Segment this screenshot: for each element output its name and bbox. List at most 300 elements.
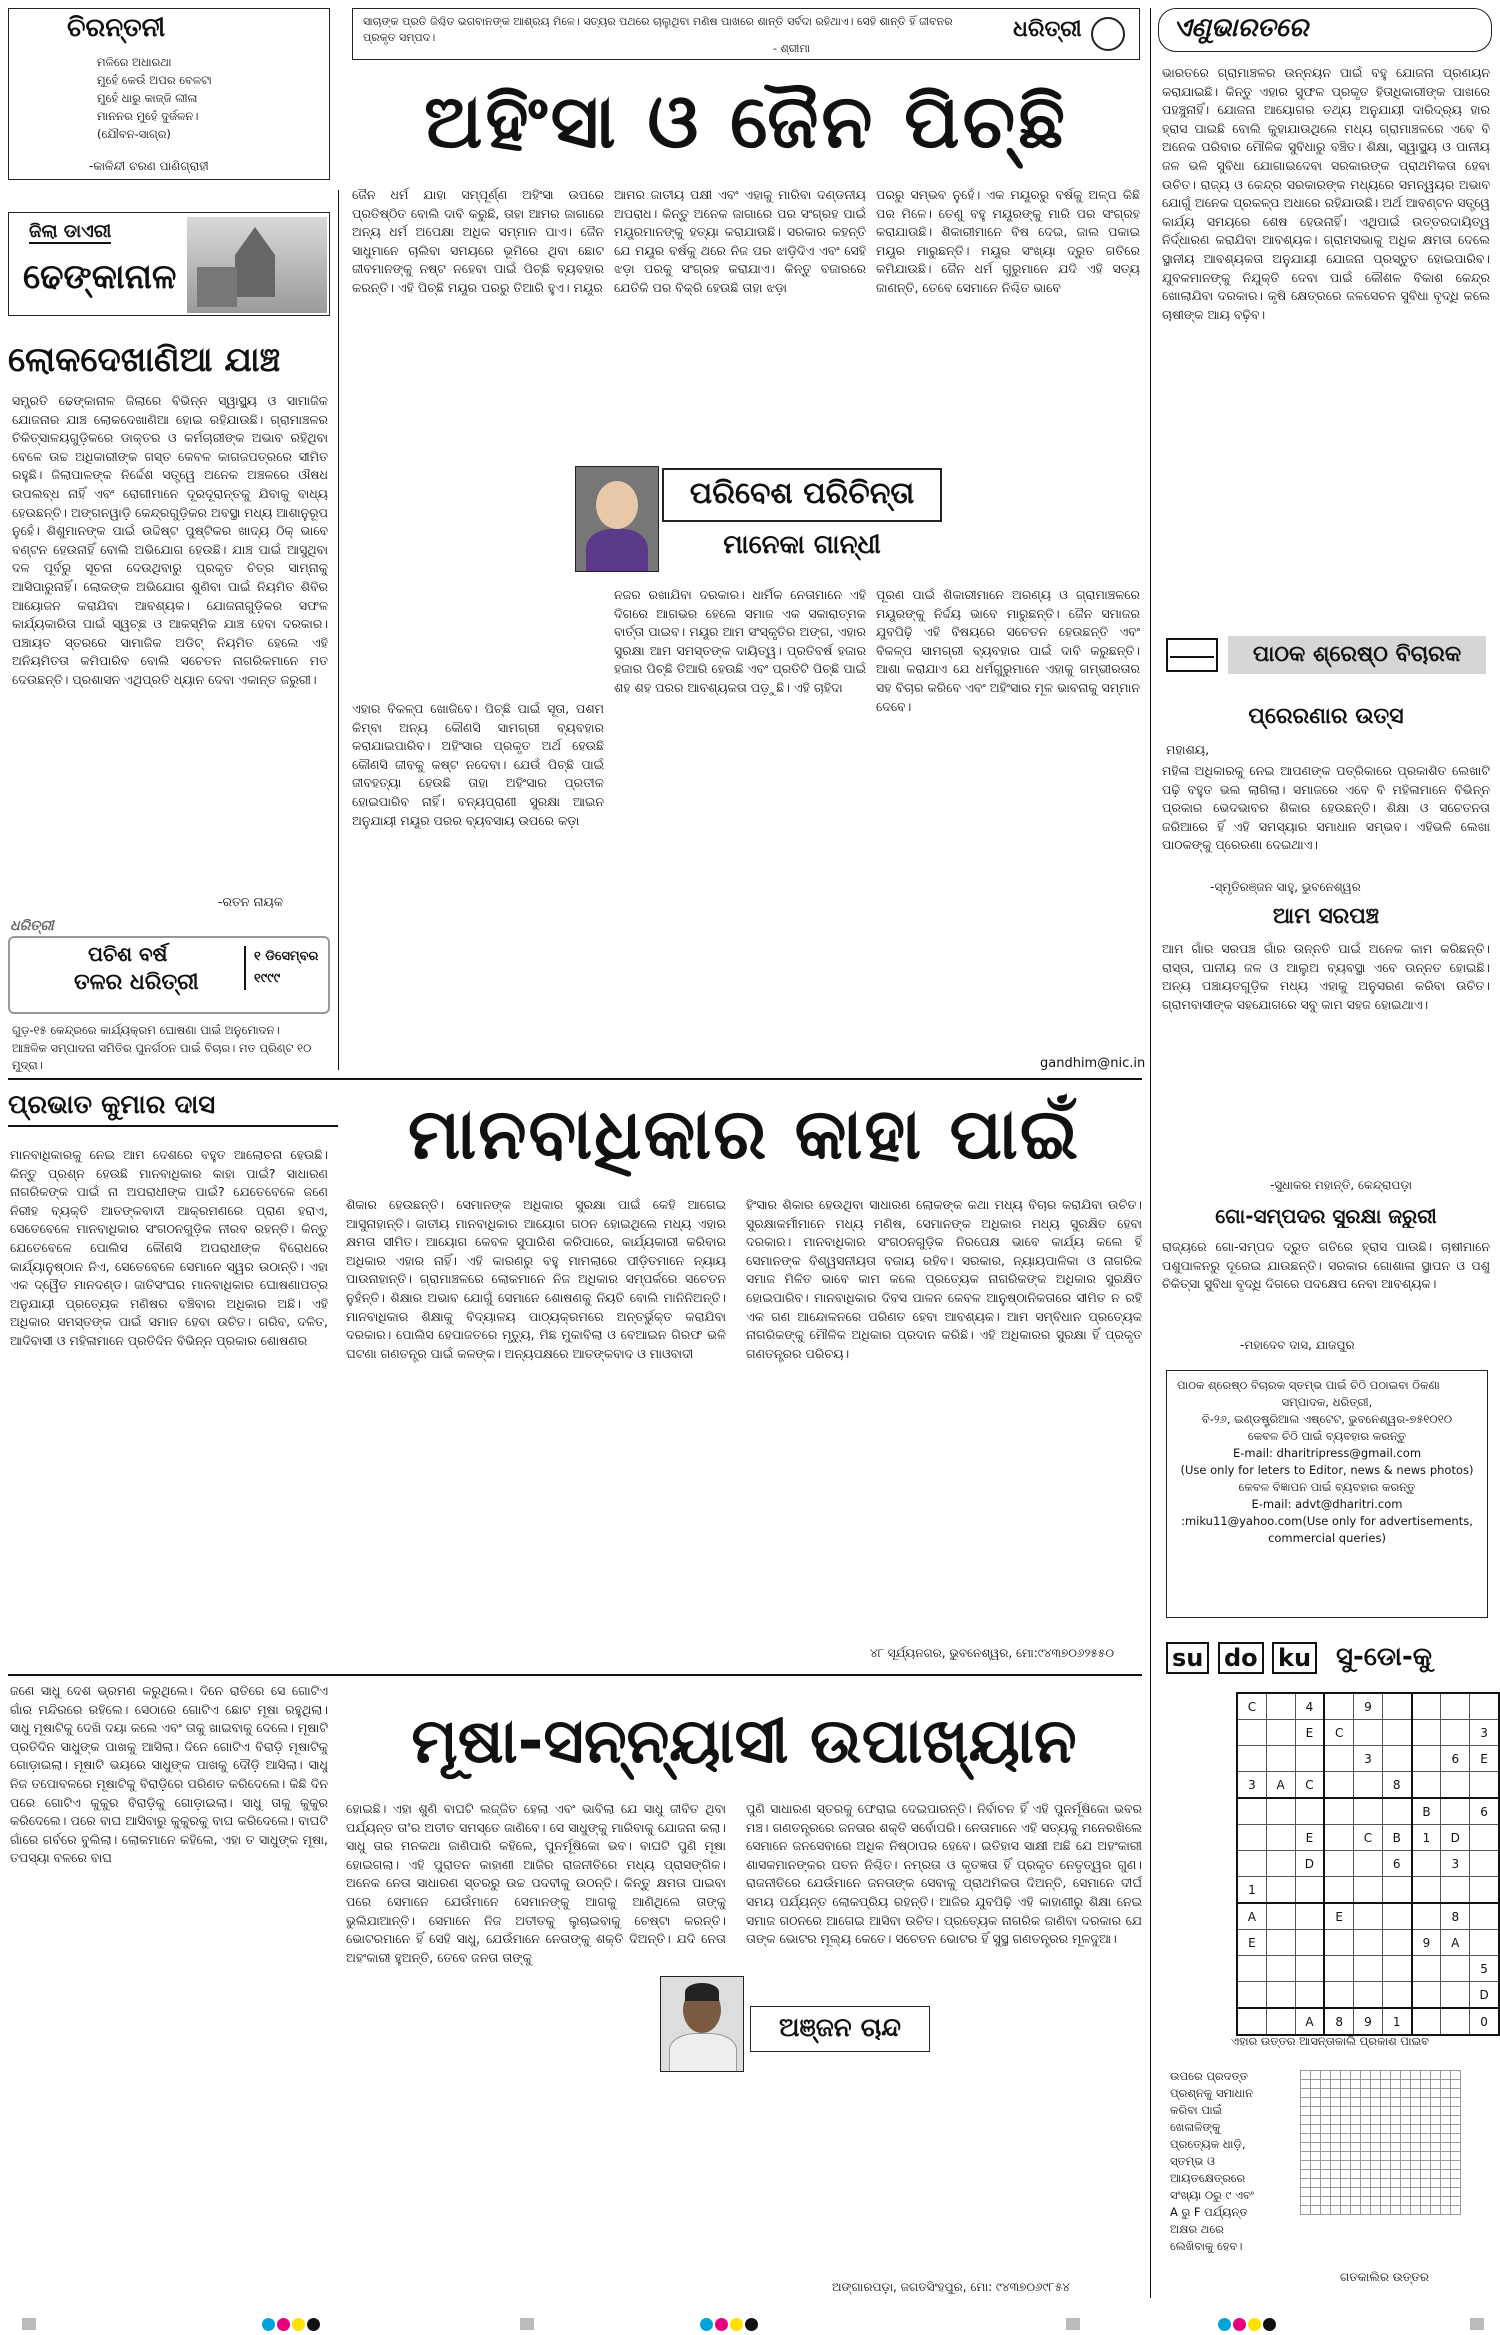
answer-cell <box>1451 2116 1461 2125</box>
sudoku-cell[interactable] <box>1266 1720 1295 1746</box>
sudoku-cell[interactable] <box>1412 1877 1441 1904</box>
sudoku-cell[interactable] <box>1382 1956 1411 1982</box>
sudoku-cell[interactable]: 8 <box>1382 1772 1411 1799</box>
answer-cell <box>1431 2170 1441 2179</box>
sudoku-cell[interactable] <box>1382 1930 1411 1956</box>
sudoku-cell[interactable]: B <box>1382 1825 1411 1851</box>
answer-cell <box>1401 2125 1411 2134</box>
sudoku-cell[interactable] <box>1441 1982 1470 2009</box>
sudoku-cell[interactable] <box>1295 1930 1324 1956</box>
sudoku-cell[interactable] <box>1266 2008 1295 2035</box>
answer-cell <box>1431 2152 1441 2161</box>
answer-cell <box>1321 2134 1331 2143</box>
editorial-body: ଭାରତରେ ଗ୍ରାମାଞ୍ଚଳର ଉନ୍ନୟନ ପାଇଁ ବହୁ ଯୋଜନା ପ୍ରଣୟନ କରାଯାଇଛି। କିନ୍ତୁ ଏହାର ସୁଫଳ ପ୍ରକୃତ ହିତାଧିକାରୀଙ୍କ ପାଖରେ ପହଞ୍ଚୁନାହିଁ। ଯୋଜନା ଆୟୋଗର ତଥ୍ୟ ଅନୁଯାୟୀ ଦାରିଦ୍ର୍ୟ ହାର ହ୍ରାସ ପାଇଛି ବୋଲି କୁହାଯାଉଥିଲେ ମଧ୍ୟ ଗ୍ରାମାଞ୍ଚଳରେ ଏବେ ବି ଅନେକ ପରିବାର ମୌଳିକ ସୁବିଧାରୁ ବଞ୍ଚିତ। ଶିକ୍ଷା, ସ୍ୱାସ୍ଥ୍ୟ ଓ ପାନୀୟ ଜଳ ଭଳି ସୁବିଧା ଯୋଗାଇଦେବା ସରକାରଙ୍କ ପ୍ରାଥମିକତା ହେବା ଉଚିତ। ରାଜ୍ୟ ଓ କେନ୍ଦ୍ର ସରକାରଙ୍କ ମଧ୍ୟରେ ସମନ୍ୱୟର ଅଭାବ ଯୋଗୁଁ ଅନେକ ପ୍ରକଳ୍ପ ଅଧାରେ ରହିଯାଉଛି। ଅର୍ଥ ଆବଣ୍ଟନ ସତ୍ତ୍ୱେ କାର୍ଯ୍ୟ ସମୟରେ ଶେଷ ହେଉନାହିଁ। ଏଥିପାଇଁ ଉତ୍ତରଦାୟିତ୍ୱ ନିର୍ଦ୍ଧାରଣ କରାଯିବା ଆବଶ୍ୟକ। ଗ୍ରାମସଭାକୁ ଅଧିକ କ୍ଷମତା ଦେଲେ ସ୍ଥାନୀୟ ଆବଶ୍ୟକତା ଅନୁଯାୟୀ ଯୋଜନା ପ୍ରସ୍ତୁତ ହୋଇପାରିବ। ଯୁବକମାନଙ୍କୁ ନିଯୁକ୍ତି ଦେବା ପାଇଁ କୌଶଳ ବିକାଶ କେନ୍ଦ୍ର ଖୋଲାଯିବା ଦରକାର। କୃଷି କ୍ଷେତ୍ରରେ ଜଳସେଚନ ସୁବିଧା ବୃଦ୍ଧି କଲେ ଚାଷୀଙ୍କ ଆୟ ବଢ଼ିବ। <box>1162 65 1490 322</box>
sudoku-cell[interactable] <box>1354 1798 1383 1825</box>
sudoku-cell[interactable] <box>1295 1798 1324 1825</box>
answer-cell <box>1331 2152 1341 2161</box>
sudoku-cell[interactable]: 9 <box>1354 1693 1383 1720</box>
answer-cell <box>1411 2071 1421 2080</box>
main-article-body-col2b: ନଜର ରଖାଯିବା ଦରକାର। ଧାର୍ମିକ ନେତାମାନେ ଏହି ଦିଗରେ ଆଗଭର ହେଲେ ସମାଜ ଏକ ସକାରାତ୍ମକ ବାର୍ତ୍ତା ପାଇବ। ମୟୂର ଆମ ସଂସ୍କୃତିର ଅଙ୍ଗ, ଏହାର ସୁରକ୍ଷା ଆମ ସମସ୍ତଙ୍କ ଦାୟିତ୍ୱ। ପ୍ରତିବର୍ଷ ହଜାର ହଜାର ପିଚ୍ଛି ତିଆରି ହେଉଛି ଏବଂ ପ୍ରତିଟି ପିଚ୍ଛି ପାଇଁ ଶହ ଶହ ପରର ଆବଶ୍ୟକତା ପଡ଼ୁଛି। ଏହି ଚାହିଦା <box>614 587 866 695</box>
columnist-photo <box>575 466 659 572</box>
reg-mark-3 <box>1066 2318 1080 2330</box>
sudoku-cell[interactable] <box>1324 1956 1353 1982</box>
mushaka-col1: ଜଣେ ସାଧୁ ଦେଶ ଭ୍ରମଣ କରୁଥିଲେ। ଦିନେ ରାତିରେ ସେ ଗୋଟିଏ ଗାଁର ମନ୍ଦିରରେ ରହିଲେ। ସେଠାରେ ଗୋଟିଏ ଛୋଟ ମୂଷା ରହୁଥିଲା। ସାଧୁ ମୂଷାଟିକୁ ଦେଖି ଦୟା କଲେ ଏବଂ ତାକୁ ଖାଇବାକୁ ଦେଲେ। ମୂଷାଟି ପ୍ରତିଦିନ ସାଧୁଙ୍କ ପାଖକୁ ଆସିଲା। ଦିନେ ଗୋଟିଏ ବିରାଡ଼ି ମୂଷାଟିକୁ ଗୋଡ଼ାଇଲା। ମୂଷାଟି ଭୟରେ ସାଧୁଙ୍କ ପାଖକୁ ଦୌଡ଼ି ଆସିଲା। ସାଧୁ ନିଜ ତପୋବଳରେ ମୂଷାଟିକୁ ବିରାଡ଼ିରେ ପରିଣତ କରିଦେଲେ। କିଛି ଦିନ ପରେ ଗୋଟିଏ କୁକୁର ବିରାଡ଼ିକୁ ଗୋଡ଼ାଇଲା। ସାଧୁ ତାକୁ କୁକୁର କରିଦେଲେ। ପରେ ବାଘ ଆସିବାରୁ କୁକୁରକୁ ବାଘ କରିଦେଲେ। ବାଘଟି ଗାଁରେ ଗର୍ବରେ ବୁଲିଲା। ଲୋକମାନେ କହିଲେ, ଏହା ତ ସାଧୁଙ୍କ ମୂଷା, ତପସ୍ୟା ବଳରେ ବାଘ <box>10 1683 328 1866</box>
answer-cell <box>1321 2107 1331 2116</box>
dharitri-25-title2: ତଳର ଧରିତ୍ରୀ <box>74 970 199 995</box>
answer-cell <box>1351 2116 1361 2125</box>
answer-cell <box>1351 2143 1361 2152</box>
answer-cell <box>1321 2143 1331 2152</box>
answer-cell <box>1451 2197 1461 2206</box>
sudoku-cell[interactable]: E <box>1470 1746 1499 1772</box>
sudoku-cell[interactable]: D <box>1295 1851 1324 1877</box>
sudoku-cell[interactable]: 4 <box>1295 1693 1324 1720</box>
answer-cell <box>1371 2125 1381 2134</box>
sudoku-cell[interactable] <box>1237 1982 1266 2009</box>
contact-email1[interactable]: E-mail: dharitripress@gmail.com <box>1232 1446 1422 1460</box>
answer-cell <box>1441 2098 1451 2107</box>
answer-cell <box>1391 2161 1401 2170</box>
sudoku-cell[interactable] <box>1237 1956 1266 1982</box>
answer-cell <box>1351 2152 1361 2161</box>
letter3-title: ଗୋ-ସମ୍ପଦର ସୁରକ୍ଷା ଜରୁରୀ <box>1215 1204 1437 1228</box>
answer-cell <box>1431 2161 1441 2170</box>
answer-cell <box>1311 2161 1321 2170</box>
answer-cell <box>1361 2197 1371 2206</box>
answer-cell <box>1371 2170 1381 2179</box>
sudoku-cell[interactable] <box>1354 1982 1383 2009</box>
sudoku-cell[interactable] <box>1470 1877 1499 1904</box>
answer-cell <box>1341 2089 1351 2098</box>
sudoku-cell[interactable] <box>1412 2008 1441 2035</box>
sudoku-cell[interactable]: 3 <box>1354 1746 1383 1772</box>
answer-cell <box>1361 2152 1371 2161</box>
answer-cell <box>1421 2143 1431 2152</box>
sudoku-cell[interactable] <box>1237 1720 1266 1746</box>
sudoku-cell[interactable]: A <box>1237 1903 1266 1930</box>
sudoku-cell[interactable] <box>1382 1746 1411 1772</box>
answer-cell <box>1451 2107 1461 2116</box>
sudoku-cell[interactable] <box>1324 1930 1353 1956</box>
sudoku-cell[interactable]: 1 <box>1412 1825 1441 1851</box>
sudoku-cell[interactable] <box>1324 1877 1353 1904</box>
sudoku-cell[interactable] <box>1412 1720 1441 1746</box>
vrule-right <box>1150 8 1151 2298</box>
answer-cell <box>1401 2170 1411 2179</box>
answer-cell <box>1401 2098 1411 2107</box>
answer-cell <box>1451 2134 1461 2143</box>
answer-cell <box>1431 2143 1441 2152</box>
sudoku-cell[interactable]: B <box>1412 1798 1441 1825</box>
answer-cell <box>1341 2143 1351 2152</box>
human-rights-author: ପ୍ରଭାତ କୁମାର ଦାସ <box>8 1090 338 1127</box>
jilla-diary-body: ସମ୍ପ୍ରତି ଢେଙ୍କାନାଳ ଜିଲାରେ ବିଭିନ୍ନ ସ୍ୱାସ୍ଥ୍ୟ ଓ ସାମାଜିକ ଯୋଜନାର ଯାଞ୍ଚ ଲୋକଦେଖାଣିଆ ହୋଇ ରହିଯାଉଛି। ଗ୍ରାମାଞ୍ଚଳର ଚିକିତ୍ସାଳୟଗୁଡ଼ିକରେ ଡାକ୍ତର ଓ କର୍ମଚାରୀଙ୍କ ଅଭାବ ରହିଥିବା ବେଳେ ଉଚ୍ଚ ଅଧିକାରୀଙ୍କ ଗସ୍ତ କେବଳ କାଗଜପତ୍ରରେ ସୀମିତ ରହୁଛି। ଜିଲାପାଳଙ୍କ ନିର୍ଦ୍ଦେଶ ସତ୍ତ୍ୱେ ଅନେକ ଅଞ୍ଚଳରେ ଔଷଧ ଉପଲବ୍ଧ ନାହିଁ ଏବଂ ରୋଗୀମାନେ ଦୂରଦୂରାନ୍ତକୁ ଯିବାକୁ ବାଧ୍ୟ ହେଉଛନ୍ତି। ଅଙ୍ଗନୱାଡ଼ି କେନ୍ଦ୍ରଗୁଡ଼ିକର ଅବସ୍ଥା ମଧ୍ୟ ଆଶାନୁରୂପ ନୁହେଁ। ଶିଶୁମାନଙ୍କ ପାଇଁ ଉଦ୍ଦିଷ୍ଟ ପୁଷ୍ଟିକର ଖାଦ୍ୟ ଠିକ୍ ଭାବେ ବଣ୍ଟନ ହେଉନାହିଁ ବୋଲି ଅଭିଯୋଗ ହେଉଛି। ଯାଞ୍ଚ ପାଇଁ ଆସୁଥିବା ଦଳ ପୂର୍ବରୁ ସୂଚନା ଦେଉଥିବାରୁ ପ୍ରକୃତ ଚିତ୍ର ସାମ୍ନାକୁ ଆସିପାରୁନାହିଁ। ଲୋକଙ୍କ ଅଭିଯୋଗ ଶୁଣିବା ପାଇଁ ନିୟମିତ ଶିବିର ଆୟୋଜନ କରାଯିବା ଆବଶ୍ୟକ। ଯୋଜନାଗୁଡ଼ିକର ସଫଳ କାର୍ଯ୍ୟକାରିତା ପାଇଁ ସ୍ୱଚ୍ଛ ଓ ଆକସ୍ମିକ ଯାଞ୍ଚ ହେବା ଦରକାର। ପଞ୍ଚାୟତ ସ୍ତରରେ ସାମାଜିକ ଅଡିଟ୍ ନିୟମିତ ହେଲେ ଏହି ଅନିୟମିତତା କମିପାରିବ ବୋଲି ସଚେତନ ନାଗରିକମାନେ ମତ ଦେଉଛନ୍ତି। ପ୍ରଶାସନ ଏଥିପ୍ରତି ଧ୍ୟାନ ଦେବା ଏକାନ୍ତ ଜରୁରୀ। <box>12 393 328 687</box>
answer-cell <box>1351 2107 1361 2116</box>
answer-cell <box>1381 2161 1391 2170</box>
sudoku-cell[interactable]: A <box>1295 2008 1324 2035</box>
answer-cell <box>1361 2161 1371 2170</box>
sudoku-cell[interactable]: C <box>1295 1772 1324 1799</box>
sudoku-cell[interactable] <box>1412 1982 1441 2009</box>
answer-cell <box>1311 2143 1321 2152</box>
sudoku-cell[interactable]: 6 <box>1441 1746 1470 1772</box>
answer-cell <box>1411 2170 1421 2179</box>
sudoku-cell[interactable] <box>1295 1877 1324 1904</box>
sudoku-cell[interactable] <box>1470 1930 1499 1956</box>
answer-cell <box>1351 2134 1361 2143</box>
sudoku-cell[interactable]: 1 <box>1237 1877 1266 1904</box>
sudoku-cell[interactable] <box>1266 1877 1295 1904</box>
answer-cell <box>1331 2143 1341 2152</box>
sudoku-cell[interactable]: E <box>1324 1903 1353 1930</box>
answer-cell <box>1331 2125 1341 2134</box>
sudoku-cell[interactable]: 9 <box>1412 1930 1441 1956</box>
answer-cell <box>1431 2125 1441 2134</box>
header-quote: ସାଚାଙ୍କ ପ୍ରତି ଜିଶ୍ଚିତ ଭଗବାନଙ୍କ ଆଶ୍ରୟ ମିଳେ। ସତ୍ୟର ପଥରେ ଚାଲୁଥିବା ମଣିଷ ପାଖରେ ଶାନ୍ତି ସର୍ବଦା ରହିଥାଏ। ସେହି ଶାନ୍ତି ହିଁ ଜୀବନର ପ୍ରକୃତ ସମ୍ପଦ। <box>363 15 953 44</box>
column-title-box <box>662 468 942 522</box>
answer-cell <box>1431 2080 1441 2089</box>
answer-cell <box>1331 2089 1341 2098</box>
answer-cell <box>1341 2098 1351 2107</box>
sudoku-cell[interactable]: 8 <box>1324 2008 1353 2035</box>
answer-cell <box>1311 2071 1321 2080</box>
column-title: ପରିବେଶ ପରିଚିନ୍ତା <box>689 476 915 511</box>
sudoku-cell[interactable] <box>1441 1877 1470 1904</box>
right-section-box <box>1158 8 1492 52</box>
answer-cell <box>1311 2170 1321 2179</box>
sudoku-cell[interactable] <box>1295 1746 1324 1772</box>
answer-cell <box>1371 2197 1381 2206</box>
answer-cell <box>1381 2170 1391 2179</box>
sudoku-cell[interactable]: E <box>1295 1825 1324 1851</box>
main-article-email[interactable]: gandhim@nic.in <box>1040 1056 1146 1071</box>
dharitri-25-item1: ଗୁଡ଼-୧୫ କେନ୍ଦ୍ରରେ କାର୍ଯ୍ୟକ୍ରମ ଘୋଷଣା ପାଇଁ ଅନୁମୋଦନ। <box>12 1023 280 1037</box>
sudoku-cell[interactable] <box>1470 1851 1499 1877</box>
answer-cell <box>1451 2125 1461 2134</box>
sudoku-cell[interactable] <box>1324 1693 1353 1720</box>
answer-cell <box>1451 2161 1461 2170</box>
sudoku-cell[interactable] <box>1354 1956 1383 1982</box>
answer-cell <box>1371 2188 1381 2197</box>
sudoku-cell[interactable]: E <box>1237 1930 1266 1956</box>
answer-cell <box>1301 2197 1311 2206</box>
answer-cell <box>1321 2080 1331 2089</box>
answer-cell <box>1381 2125 1391 2134</box>
answer-cell <box>1301 2161 1311 2170</box>
sudoku-title <box>1166 1640 1492 1680</box>
answer-cell <box>1311 2125 1321 2134</box>
answer-cell <box>1351 2071 1361 2080</box>
main-article-body-col1: ଜୈନ ଧର୍ମ ଯାହା ସମ୍ପୂର୍ଣ୍ଣ ଅହିଂସା ଉପରେ ପ୍ରତିଷ୍ଠିତ ବୋଲି ଦାବି କରୁଛି, ତାହା ଆମର ଜାଗାରେ ଅନ୍ୟ ଧର୍ମ ଅପେକ୍ଷା ଅଧିକ ସମ୍ମାନ ପାଏ। ଜୈନ ସାଧୁମାନେ ଚାଲିବା ସମୟରେ ଭୂମିରେ ଥିବା ଛୋଟ ଜୀବମାନଙ୍କୁ ନଷ୍ଟ ନହେବା ପାଇଁ ପିଚ୍ଛି ବ୍ୟବହାର କରନ୍ତି। ଏହି ପିଚ୍ଛି ମୟୂର ପରରୁ ତିଆରି ହୁଏ। ମୟୂର <box>352 187 604 295</box>
sudoku-grid[interactable] <box>1236 1692 1500 2036</box>
answer-cell <box>1311 2098 1321 2107</box>
sudoku-cell[interactable] <box>1295 1903 1324 1930</box>
sudoku-cell[interactable] <box>1266 1693 1295 1720</box>
answer-cell <box>1441 2080 1451 2089</box>
answer-cell <box>1321 2125 1331 2134</box>
sudoku-cell[interactable]: 3 <box>1470 1720 1499 1746</box>
main-article-body-col1b: ଏହାର ବିକଳ୍ପ ଖୋଜିବେ। ପିଚ୍ଛି ପାଇଁ ସୂତା, ପଶମ କିମ୍ବା ଅନ୍ୟ କୌଣସି ସାମଗ୍ରୀ ବ୍ୟବହାର କରାଯାଇପାରିବ। ଅହିଂସାର ପ୍ରକୃତ ଅର୍ଥ ହେଉଛି କୌଣସି ଜୀବକୁ କଷ୍ଟ ନଦେବା। ଯେଉଁ ପିଚ୍ଛି ପାଇଁ ଜୀବହତ୍ୟା ହେଉଛି ତାହା ଅହିଂସାର ପ୍ରତୀକ ହୋଇପାରିବ ନାହିଁ। ବନ୍ୟପ୍ରାଣୀ ସୁରକ୍ଷା ଆଇନ ଅନୁଯାୟୀ ମୟୂର ପରର ବ୍ୟବସାୟ ଉପରେ କଡ଼ା <box>352 701 604 828</box>
answer-cell <box>1411 2152 1421 2161</box>
sudoku-cell[interactable]: A <box>1266 1772 1295 1799</box>
sudoku-cell[interactable] <box>1266 1825 1295 1851</box>
temple-illustration <box>187 217 327 313</box>
sudoku-cell[interactable] <box>1412 1772 1441 1799</box>
sudoku-cell[interactable] <box>1441 2008 1470 2035</box>
answer-cell <box>1331 2116 1341 2125</box>
sudoku-cell[interactable] <box>1354 1930 1383 1956</box>
divider-mid <box>8 1674 1142 1676</box>
sudoku-cell[interactable] <box>1412 1956 1441 1982</box>
sudoku-cell[interactable] <box>1324 1746 1353 1772</box>
answer-cell <box>1371 2179 1381 2188</box>
sudoku-cell[interactable] <box>1295 1956 1324 1982</box>
answer-cell <box>1411 2125 1421 2134</box>
sudoku-cell[interactable]: 9 <box>1354 2008 1383 2035</box>
sudoku-cell[interactable] <box>1324 1982 1353 2009</box>
answer-cell <box>1371 2080 1381 2089</box>
answer-cell <box>1421 2098 1431 2107</box>
answer-cell <box>1301 2188 1311 2197</box>
sudoku-cell[interactable]: D <box>1470 1982 1499 2009</box>
answer-cell <box>1381 2080 1391 2089</box>
answer-cell <box>1371 2107 1381 2116</box>
sudoku-cell[interactable] <box>1295 1982 1324 2009</box>
answer-cell <box>1311 2089 1321 2098</box>
jilla-diary-box <box>8 212 330 316</box>
sudoku-cell[interactable] <box>1266 1798 1295 1825</box>
jilla-diary-headline: ଲୋକଦେଖାଣିଆ ଯାଞ୍ଚ <box>8 340 281 380</box>
answer-cell <box>1421 2161 1431 2170</box>
answer-cell <box>1381 2089 1391 2098</box>
answer-cell <box>1381 2098 1391 2107</box>
sudoku-cell[interactable] <box>1441 1798 1470 1825</box>
answer-cell <box>1441 2134 1451 2143</box>
answer-cell <box>1431 2116 1441 2125</box>
sudoku-cell[interactable] <box>1412 1851 1441 1877</box>
answer-cell <box>1301 2125 1311 2134</box>
answer-cell <box>1441 2179 1451 2188</box>
answer-cell <box>1371 2089 1381 2098</box>
answer-cell <box>1411 2188 1421 2197</box>
answer-cell <box>1361 2206 1371 2215</box>
answer-cell <box>1331 2179 1341 2188</box>
sudoku-cell[interactable] <box>1382 1903 1411 1930</box>
answer-cell <box>1391 2125 1401 2134</box>
sudoku-cell[interactable]: D <box>1441 1825 1470 1851</box>
contact-line1: ପାଠକ ଶ୍ରେଷ୍ଠ ବିଚାରକ ସ୍ତମ୍ଭ ପାଇଁ ଚିଠି ପଠାଇବା ଠିକଣା <box>1177 1378 1440 1392</box>
sudoku-cell[interactable] <box>1324 1851 1353 1877</box>
sudoku-cell[interactable] <box>1266 1746 1295 1772</box>
answer-cell <box>1341 2107 1351 2116</box>
sudoku-cell[interactable] <box>1266 1851 1295 1877</box>
answer-cell <box>1391 2080 1401 2089</box>
answer-cell <box>1431 2089 1441 2098</box>
answer-cell <box>1321 2161 1331 2170</box>
answer-cell <box>1421 2197 1431 2206</box>
sudoku-cell[interactable] <box>1237 1746 1266 1772</box>
answer-cell <box>1381 2179 1391 2188</box>
answer-cell <box>1361 2098 1371 2107</box>
answer-cell <box>1361 2089 1371 2098</box>
sudoku-cell[interactable] <box>1412 1903 1441 1930</box>
answer-cell <box>1311 2134 1321 2143</box>
contact-email1-note: (Use only for leters to Editor, news & news photos) <box>1180 1463 1474 1477</box>
answer-cell <box>1391 2152 1401 2161</box>
reg-mark-4 <box>1470 2318 1484 2330</box>
answer-cell <box>1361 2116 1371 2125</box>
answer-cell <box>1371 2071 1381 2080</box>
sudoku-cell[interactable] <box>1441 1693 1470 1720</box>
sudoku-cell[interactable] <box>1237 2008 1266 2035</box>
answer-cell <box>1351 2206 1361 2215</box>
pathaka-header <box>1162 630 1490 680</box>
sudoku-cell[interactable]: C <box>1324 1720 1353 1746</box>
sudoku-cell[interactable]: 0 <box>1470 2008 1499 2035</box>
sudoku-cell[interactable] <box>1470 1693 1499 1720</box>
answer-cell <box>1451 2179 1461 2188</box>
sudoku-cell[interactable]: 8 <box>1441 1903 1470 1930</box>
sudoku-cell[interactable]: 5 <box>1470 1956 1499 1982</box>
sudoku-cell[interactable] <box>1266 1956 1295 1982</box>
answer-cell <box>1451 2152 1461 2161</box>
answer-cell <box>1431 2107 1441 2116</box>
answer-cell <box>1351 2080 1361 2089</box>
dharitri-25-item2: ଆଞ୍ଚଳିକ ସମ୍ପାଦନା ସମିତିର ପୁନର୍ଗଠନ ପାଇଁ ବିଚାର। ମତ ପ୍ରିଣ୍ଟ ୧୦ ମୁଦ୍ରା। <box>12 1041 312 1072</box>
answer-cell <box>1431 2197 1441 2206</box>
answer-cell <box>1331 2098 1341 2107</box>
sudoku-cell[interactable] <box>1382 1877 1411 1904</box>
sudoku-cell[interactable] <box>1412 1746 1441 1772</box>
sudoku-cell[interactable] <box>1237 1825 1266 1851</box>
sudoku-cell[interactable] <box>1324 1825 1353 1851</box>
answer-cell <box>1421 2080 1431 2089</box>
letter3-signoff: -ମହାଦେବ ଦାସ, ଯାଜପୁର <box>1240 1338 1355 1352</box>
answer-cell <box>1361 2107 1371 2116</box>
sudoku-cell[interactable] <box>1266 1903 1295 1930</box>
chirantani-box <box>8 8 330 180</box>
contact-email3[interactable]: :miku11@yahoo.com(Use only for advertisements, commercial queries) <box>1181 1514 1473 1545</box>
sudoku-cell[interactable] <box>1441 1720 1470 1746</box>
sudoku-cell[interactable] <box>1470 1903 1499 1930</box>
letter2-body: ଆମ ଗାଁର ସରପଞ୍ଚ ଗାଁର ଉନ୍ନତି ପାଇଁ ଅନେକ କାମ କରିଛନ୍ତି। ରାସ୍ତା, ପାନୀୟ ଜଳ ଓ ଆଲୁଅ ବ୍ୟବସ୍ଥା ଏବେ ଉନ୍ନତ ହୋଇଛି। ଅନ୍ୟ ପଞ୍ଚାୟତଗୁଡ଼ିକ ମଧ୍ୟ ଏହାକୁ ଅନୁସରଣ କରିବା ଉଚିତ। ଗ୍ରାମବାସୀଙ୍କ ସହଯୋଗରେ ସବୁ କାମ ସହଜ ହୋଇଥାଏ। <box>1162 941 1490 1012</box>
answer-cell <box>1301 2179 1311 2188</box>
answer-cell <box>1421 2089 1431 2098</box>
sudoku-cell[interactable] <box>1354 1903 1383 1930</box>
sudoku-cell[interactable]: A <box>1441 1930 1470 1956</box>
answer-cell <box>1401 2143 1411 2152</box>
sudoku-cell[interactable]: 1 <box>1382 2008 1411 2035</box>
answer-cell <box>1421 2170 1431 2179</box>
mushaka-author-box <box>750 2006 930 2052</box>
human-rights-address: ୪୮ ସୂର୍ଯ୍ୟନଗର, ଭୁବନେଶ୍ୱର, ମୋ:୯୪୩୭୦୬୨୫୫୦ <box>870 1646 1115 1660</box>
sudoku-cell[interactable] <box>1237 1798 1266 1825</box>
sudoku-cell[interactable] <box>1237 1851 1266 1877</box>
answer-cell <box>1311 2206 1321 2215</box>
dharitri-25-logo: ଧରିତ୍ରୀ <box>10 918 54 934</box>
sudoku-cell[interactable]: C <box>1354 1825 1383 1851</box>
quote-box <box>352 8 1140 60</box>
answer-cell <box>1401 2197 1411 2206</box>
jilla-diary-author: -ରତନ ନାୟକ <box>218 894 284 909</box>
answer-cell <box>1451 2188 1461 2197</box>
contact-email2[interactable]: E-mail: advt@dharitri.com <box>1251 1497 1403 1511</box>
human-rights-col1: ମାନବାଧିକାରକୁ ନେଇ ଆମ ଦେଶରେ ବହୁତ ଆଲୋଚନା ହେଉଛି। କିନ୍ତୁ ପ୍ରଶ୍ନ ହେଉଛି ମାନବାଧିକାର କାହା ପାଇଁ? ସାଧାରଣ ନାଗରିକଙ୍କ ପାଇଁ ନା ଅପରାଧୀଙ୍କ ପାଇଁ? ଯେତେବେଳେ ଜଣେ ନିରୀହ ବ୍ୟକ୍ତି ଆତଙ୍କବାଦୀ ଆକ୍ରମଣରେ ପ୍ରାଣ ହରାଏ, ସେତେବେଳେ ମାନବାଧିକାର ସଂଗଠନଗୁଡ଼ିକ ନୀରବ ରହନ୍ତି। କିନ୍ତୁ ଯେତେବେଳେ ପୋଲିସ କୌଣସି ଅପରାଧୀଙ୍କ ବିରୋଧରେ କାର୍ଯ୍ୟାନୁଷ୍ଠାନ ନିଏ, ସେତେବେଳେ ସେମାନେ ସ୍ୱର ଉଠାନ୍ତି। ଏହା ଏକ ଦ୍ୱୈତ ମାନଦଣ୍ଡ। ଜାତିସଂଘର ମାନବାଧିକାର ଘୋଷଣାପତ୍ର ଅନୁଯାୟୀ ପ୍ରତ୍ୟେକ ମଣିଷର ବଞ୍ଚିବାର ଅଧିକାର ଅଛି। ଏହି ଅଧିକାର ସମସ୍ତଙ୍କ ପାଇଁ ସମାନ ହେବା ଉଚିତ। ଗରିବ, ଦଳିତ, ଆଦିବାସୀ ଓ ମହିଳାମାନେ ପ୍ରତିଦିନ ବିଭିନ୍ନ ପ୍ରକାର ଶୋଷଣର <box>10 1147 328 1348</box>
sudoku-cell[interactable] <box>1382 1982 1411 2009</box>
sudoku-cell[interactable] <box>1382 1693 1411 1720</box>
answer-cell <box>1421 2134 1431 2143</box>
sudoku-cell[interactable] <box>1382 1720 1411 1746</box>
sudoku-cell[interactable]: 6 <box>1382 1851 1411 1877</box>
sudoku-cell[interactable] <box>1354 1720 1383 1746</box>
answer-cell <box>1401 2179 1411 2188</box>
sudoku-cell[interactable] <box>1412 1693 1441 1720</box>
sudoku-cell[interactable] <box>1266 1930 1295 1956</box>
sudoku-cell[interactable] <box>1470 1772 1499 1799</box>
sudoku-cell[interactable]: E <box>1295 1720 1324 1746</box>
answer-cell <box>1411 2098 1421 2107</box>
mushaka-col3: ପୁଣି ସାଧାରଣ ସ୍ତରକୁ ଫେରାଇ ଦେଇପାରନ୍ତି। ନିର୍ବାଚନ ହିଁ ଏହି ପୁନର୍ମୂଷିକୋ ଭବର ମଞ୍ଚ। ଗଣତନ୍ତ୍ରରେ ଜନତାର ଶକ୍ତି ସର୍ବୋପରି। ନେତାମାନେ ଏହି ସତ୍ୟକୁ ମନେରଖିଲେ ସେମାନେ ଜନସେବାରେ ଅଧିକ ନିଷ୍ଠାପର ହେବେ। ଇତିହାସ ସାକ୍ଷୀ ଅଛି ଯେ ଅହଂକାରୀ ଶାସକମାନଙ୍କର ପତନ ନିଶ୍ଚିତ। ନମ୍ରତା ଓ କୃତଜ୍ଞତା ହିଁ ପ୍ରକୃତ ନେତୃତ୍ୱର ଗୁଣ। ରାଜନୀତିରେ ଯେଉଁମାନେ ଜନତାଙ୍କ ସେବାକୁ ପ୍ରାଥମିକତା ଦିଅନ୍ତି, ସେମାନେ ଦୀର୍ଘ ସମୟ ପର୍ଯ୍ୟନ୍ତ ଲୋକପ୍ରିୟ ରହନ୍ତି। ଆଜିର ଯୁବପିଢ଼ି ଏହି କାହାଣୀରୁ ଶିକ୍ଷା ନେଇ ସମାଜ ଗଠନରେ ଆଗେଇ ଆସିବା ଉଚିତ। ପ୍ରତ୍ୟେକ ନାଗରିକ ଜାଣିବା ଦରକାର ଯେ ତାଙ୍କ ଭୋଟର ମୂଲ୍ୟ କେତେ। ସଚେତନ ଭୋଟର ହିଁ ସୁସ୍ଥ ଗଣତନ୍ତ୍ରର ମୂଳଦୁଆ। <box>746 1801 1142 1947</box>
sudoku-cell[interactable] <box>1441 1956 1470 1982</box>
answer-cell <box>1441 2089 1451 2098</box>
sudoku-answer-grid <box>1300 2070 1461 2215</box>
sudoku-cell[interactable] <box>1354 1772 1383 1799</box>
sudoku-cell[interactable]: 6 <box>1470 1798 1499 1825</box>
answer-cell <box>1421 2152 1431 2161</box>
contact-line4: କେବଳ ଚିଠି ପାଇଁ ବ୍ୟବହାର କରନ୍ତୁ <box>1247 1429 1407 1443</box>
answer-cell <box>1321 2170 1331 2179</box>
letter1-title: ପ୍ରେରଣାର ଉତ୍ସ <box>1248 704 1404 729</box>
sudoku-cell[interactable]: 3 <box>1237 1772 1266 1799</box>
letter2-title: ଆମ ସରପଞ୍ଚ <box>1272 904 1380 929</box>
sudoku-cell[interactable] <box>1266 1982 1295 2009</box>
sudoku-cell[interactable] <box>1441 1772 1470 1799</box>
answer-cell <box>1401 2116 1411 2125</box>
sudoku-cell[interactable] <box>1354 1877 1383 1904</box>
answer-cell <box>1331 2197 1341 2206</box>
sudoku-cell[interactable] <box>1324 1772 1353 1799</box>
answer-cell <box>1341 2179 1351 2188</box>
sudoku-cell[interactable] <box>1382 1798 1411 1825</box>
chirantani-title: ଚିରନ୍ତନୀ <box>67 13 166 43</box>
answer-cell <box>1381 2107 1391 2116</box>
answer-cell <box>1381 2206 1391 2215</box>
answer-cell <box>1371 2206 1381 2215</box>
answer-cell <box>1441 2170 1451 2179</box>
main-article-body-col2: ଆମର ଜାତୀୟ ପକ୍ଷୀ ଏବଂ ଏହାକୁ ମାରିବା ଦଣ୍ଡନୀୟ ଅପରାଧ। କିନ୍ତୁ ଅନେକ ଜାଗାରେ ପର ସଂଗ୍ରହ ପାଇଁ ମୟୂରମାନଙ୍କୁ ହତ୍ୟା କରାଯାଉଛି। ସରକାର କହନ୍ତି ଯେ ମୟୂର ବର୍ଷକୁ ଥରେ ନିଜ ପର ଝାଡ଼ିଦିଏ ଏବଂ ସେହି ଝଡ଼ା ପରକୁ ସଂଗ୍ରହ କରାଯାଏ। କିନ୍ତୁ ବଜାରରେ ଯେତିକି ପର ବିକ୍ରି ହେଉଛି ତାହା ଝଡ଼ା <box>614 187 866 295</box>
sudoku-cell[interactable] <box>1354 1851 1383 1877</box>
answer-cell <box>1421 2107 1431 2116</box>
sudoku-cell[interactable]: C <box>1237 1693 1266 1720</box>
answer-cell <box>1441 2116 1451 2125</box>
reg-mark-1 <box>22 2318 36 2330</box>
answer-cell <box>1391 2170 1401 2179</box>
answer-cell <box>1321 2071 1331 2080</box>
mushaka-author-photo <box>660 1976 744 2072</box>
answer-cell <box>1311 2179 1321 2188</box>
sudoku-cell[interactable]: 3 <box>1441 1851 1470 1877</box>
sudoku-cell[interactable] <box>1324 1798 1353 1825</box>
answer-cell <box>1351 2125 1361 2134</box>
answer-cell <box>1301 2116 1311 2125</box>
answer-cell <box>1331 2188 1341 2197</box>
answer-cell <box>1391 2206 1401 2215</box>
sudoku-cell[interactable] <box>1470 1825 1499 1851</box>
chirantani-poet: -କାଳିନ୍ଦୀ ଚରଣ ପାଣିଗ୍ରାହୀ <box>89 159 209 173</box>
answer-cell <box>1381 2152 1391 2161</box>
right-section-title: ଏଣୁଭାରତରେ <box>1173 13 1309 43</box>
mushaka-col2: ହୋଇଛି। ଏହା ଶୁଣି ବାଘଟି ଲଜ୍ଜିତ ହେଲା ଏବଂ ଭାବିଲା ଯେ ସାଧୁ ଜୀବିତ ଥିବା ପର୍ଯ୍ୟନ୍ତ ତା'ର ଅତୀତ ସମସ୍ତେ ଜାଣିବେ। ସେ ସାଧୁଙ୍କୁ ମାରିବାକୁ ଯୋଜନା କଲା। ସାଧୁ ତାର ମନକଥା ଜାଣିପାରି କହିଲେ, ପୁନର୍ମୂଷିକୋ ଭବ। ବାଘଟି ପୁଣି ମୂଷା ହୋଇଗଲା। ଏହି ପୁରାତନ କାହାଣୀ ଆଜିର ରାଜନୀତିରେ ମଧ୍ୟ ପ୍ରାସଙ୍ଗିକ। ଅନେକ ନେତା ସାଧାରଣ ସ୍ତରରୁ ଉଚ୍ଚ ପଦବୀକୁ ଉଠନ୍ତି। କିନ୍ତୁ କ୍ଷମତା ପାଇବା ପରେ ସେମାନେ ଯେଉଁମାନେ ସେମାନଙ୍କୁ ଆଗକୁ ଆଣିଥିଲେ ତାଙ୍କୁ ଭୁଲିଯାଆନ୍ତି। ସେମାନେ ନିଜ ଅତୀତକୁ ଲୁଚାଇବାକୁ ଚେଷ୍ଟା କରନ୍ତି। ଭୋଟରମାନେ ହିଁ ସେହି ସାଧୁ, ଯେଉଁମାନେ ନେତାଙ୍କୁ ଶକ୍ତି ଦିଅନ୍ତି। ଯଦି ନେତା ଅହଂକାରୀ ହୁଅନ୍ତି, ତେବେ ଜନତା ତାଙ୍କୁ <box>346 1801 726 1965</box>
